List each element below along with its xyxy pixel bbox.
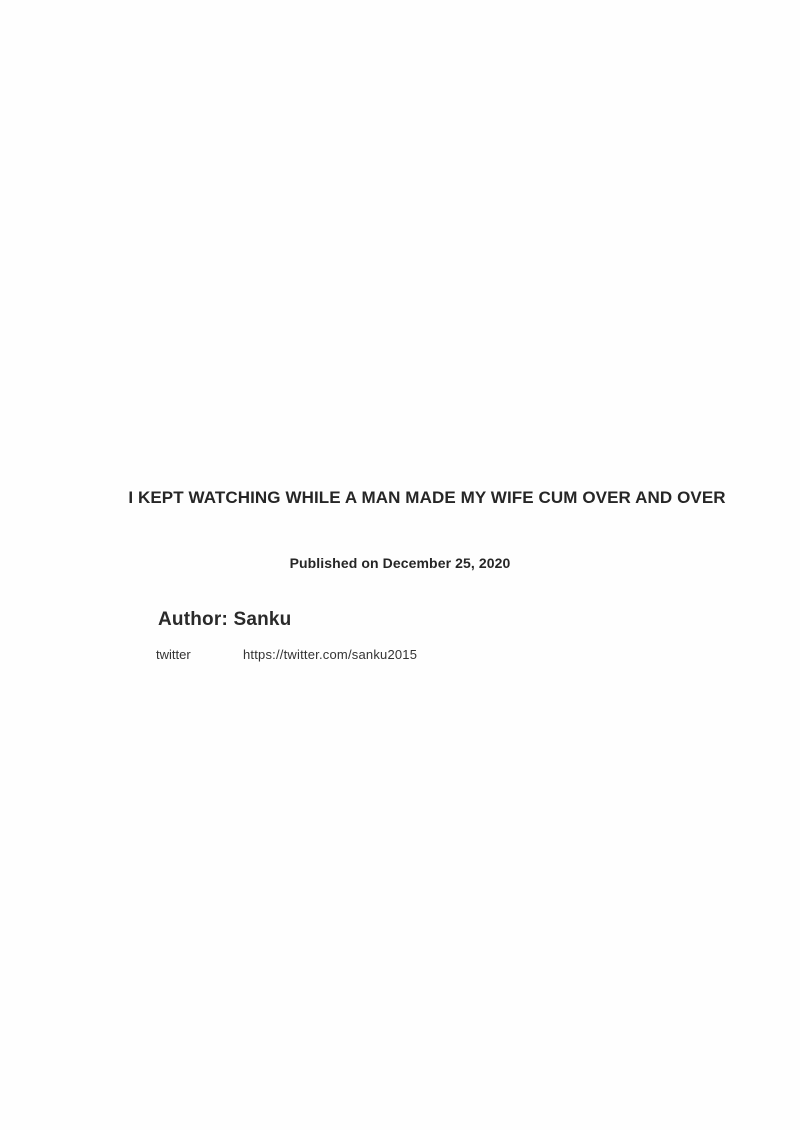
twitter-label: twitter xyxy=(156,647,191,662)
page-title: I KEPT WATCHING WHILE A MAN MADE MY WIFE CUM OVER AND OVER xyxy=(128,488,726,507)
author-credit: Author: Sanku xyxy=(158,609,292,630)
published-date: Published on December 25, 2020 xyxy=(289,555,511,571)
twitter-row xyxy=(156,646,417,663)
twitter-url-text: https://twitter.com/sanku2015 xyxy=(243,647,418,662)
